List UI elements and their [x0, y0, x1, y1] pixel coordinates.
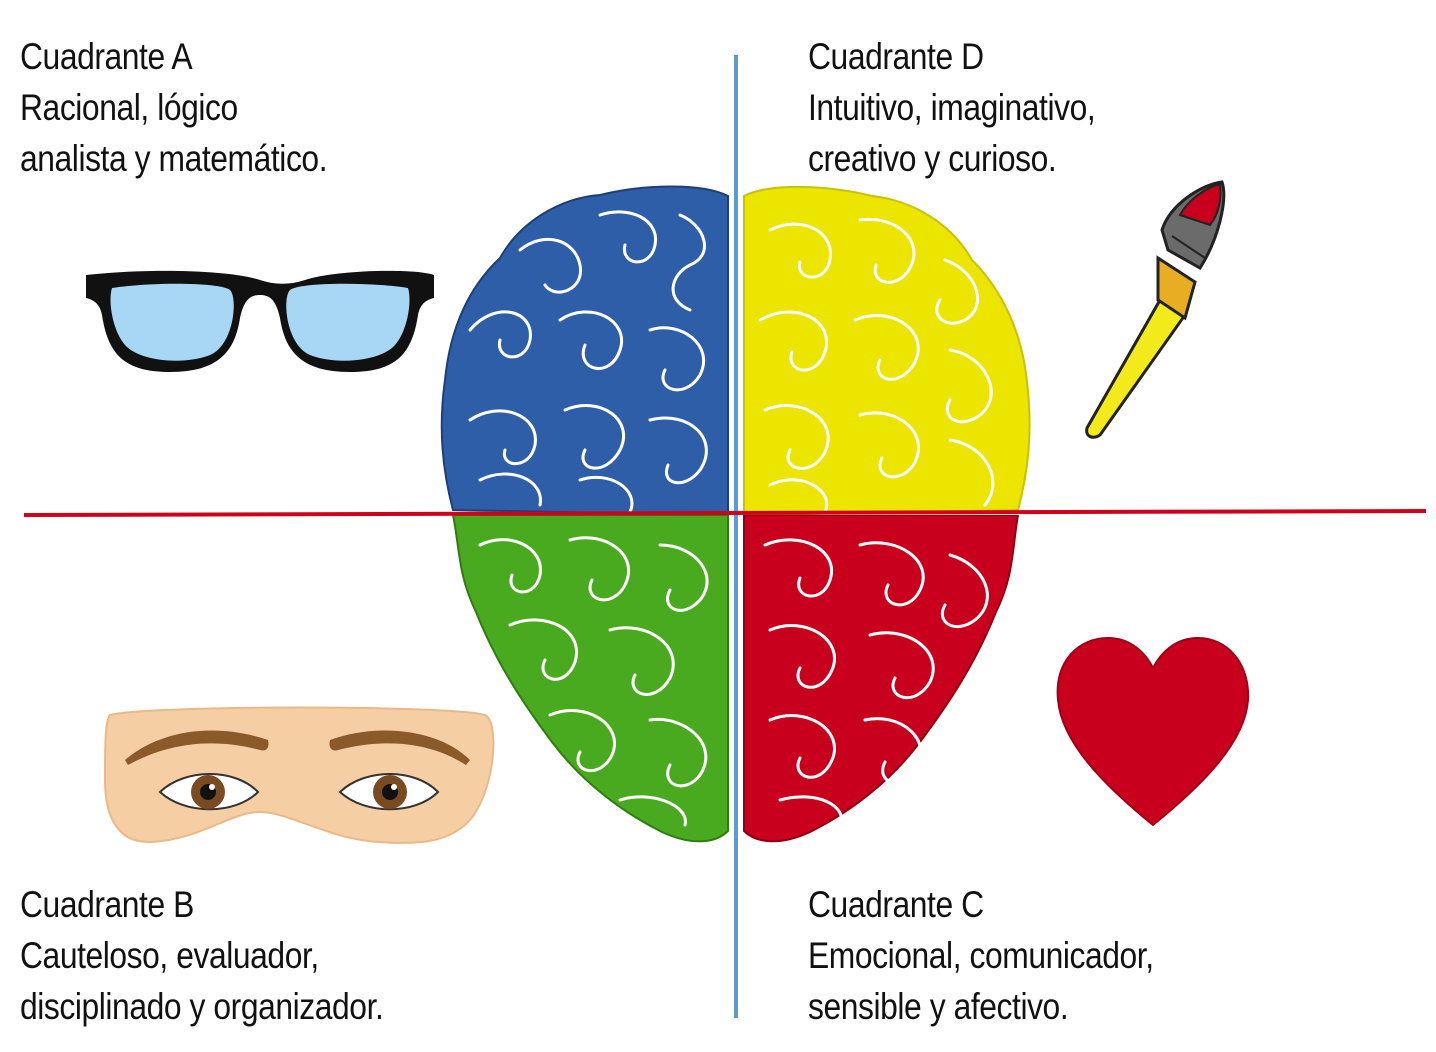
paintbrush-icon: [1087, 182, 1224, 437]
quadrant-a-line2: analista y matemático.: [20, 138, 328, 179]
quadrant-c-line1: Emocional, comunicador,: [808, 935, 1154, 976]
quadrant-d-title: Cuadrante D: [808, 36, 984, 77]
brain-quadrant-d: [744, 187, 1030, 515]
eyes-icon: [105, 708, 493, 843]
quadrant-d-text: [808, 31, 1095, 184]
quadrant-c-line2: sensible y afectivo.: [808, 986, 1069, 1027]
quadrant-c-title: Cuadrante C: [808, 884, 984, 925]
quadrant-b-line1: Cauteloso, evaluador,: [20, 935, 319, 976]
quadrant-a-text: [20, 31, 327, 184]
glasses-icon: [86, 271, 434, 372]
horizontal-axis: [24, 511, 1426, 515]
quadrant-b-title: Cuadrante B: [20, 884, 194, 925]
quadrant-a-title: Cuadrante A: [20, 36, 193, 77]
quadrant-a-line1: Racional, lógico: [20, 87, 238, 128]
quadrant-b-line2: disciplinado y organizador.: [20, 986, 384, 1027]
brain-quadrant-b: [453, 515, 728, 841]
quadrant-b-text: [20, 879, 383, 1032]
quadrant-d-line2: creativo y curioso.: [808, 138, 1057, 179]
quadrant-d-line1: Intuitivo, imaginativo,: [808, 87, 1096, 128]
quadrant-c-text: [808, 879, 1154, 1032]
brain-quadrant-c: [744, 515, 1018, 841]
heart-icon: [1058, 638, 1249, 825]
